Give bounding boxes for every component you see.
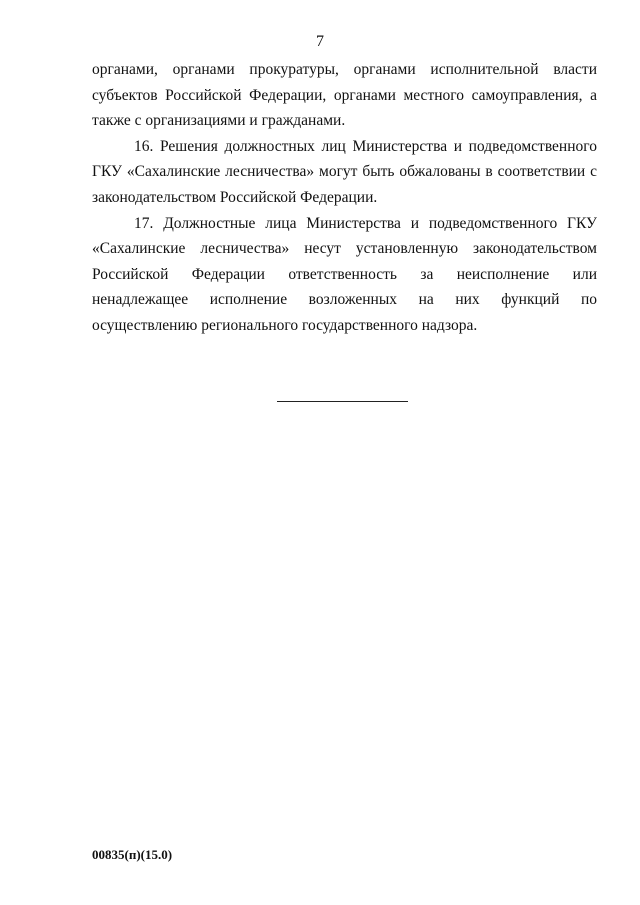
- closing-divider: [277, 401, 408, 402]
- paragraph-17: 17. Должностные лица Министерства и подведомственного ГКУ «Сахалинские лесничества» несут установленную законодательством Российской Федерации ответственность за неисполнение или ненадлежащее исполнение возложенных на них функций по осуществлению регионального государственного надзора.: [92, 214, 597, 334]
- paragraph-16: 16. Решения должностных лиц Министерства и подведомственного ГКУ «Сахалинские лесничества» могут быть обжалованы в соответствии с законодательством Российской Федерации.: [92, 137, 597, 206]
- document-body: [92, 57, 597, 339]
- page-number: 7: [316, 33, 324, 50]
- document-code: 00835(п)(15.0): [92, 847, 173, 862]
- paragraph-continuation: органами, органами прокуратуры, органами исполнительной власти субъектов Российской Федерации, органами местного самоуправления, а также с организациями и гражданами.: [92, 61, 597, 130]
